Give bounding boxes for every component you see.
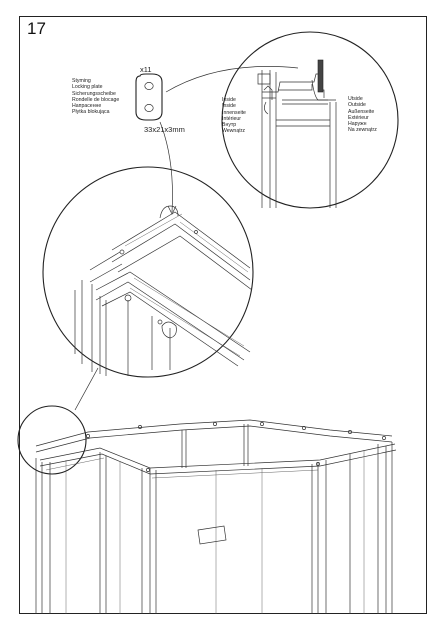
leader-line-zoom: [75, 368, 98, 410]
leader-line-corner: [160, 122, 173, 212]
part-quantity: x11: [140, 65, 152, 74]
inside-label: Внутр: [222, 122, 237, 129]
part-dimensions: 33x21x3mm: [144, 125, 185, 134]
outside-label: Outside: [348, 102, 366, 109]
shower-enclosure-view: [36, 420, 396, 614]
outside-label: Extérieur: [348, 114, 369, 121]
profile-detail-circle: [222, 32, 398, 208]
step-number: 17: [27, 19, 46, 38]
part-name: Rondelle de blocage: [72, 96, 120, 103]
outside-label: Utside: [348, 96, 363, 102]
outside-label: Наружн: [348, 121, 367, 128]
locking-plate-illustration: [136, 74, 162, 120]
corner-detail-circle: [43, 167, 253, 377]
part-name: Płytka blokująca: [72, 109, 110, 116]
outside-label: Außenseite: [348, 108, 375, 115]
part-name: Sicherungsscheibe: [72, 90, 116, 97]
part-name: Locking plate: [72, 84, 103, 91]
inside-label: Wewnątrz: [222, 128, 245, 135]
inside-label: Innenseite: [222, 109, 246, 116]
part-name: Styming: [72, 78, 91, 84]
part-name: Напрасенне: [72, 103, 102, 110]
inside-label: Intérieur: [222, 115, 242, 122]
inside-label: Inside: [222, 103, 236, 110]
outside-label: Na zewnątrz: [348, 127, 377, 134]
inside-label: Inside: [222, 97, 236, 103]
